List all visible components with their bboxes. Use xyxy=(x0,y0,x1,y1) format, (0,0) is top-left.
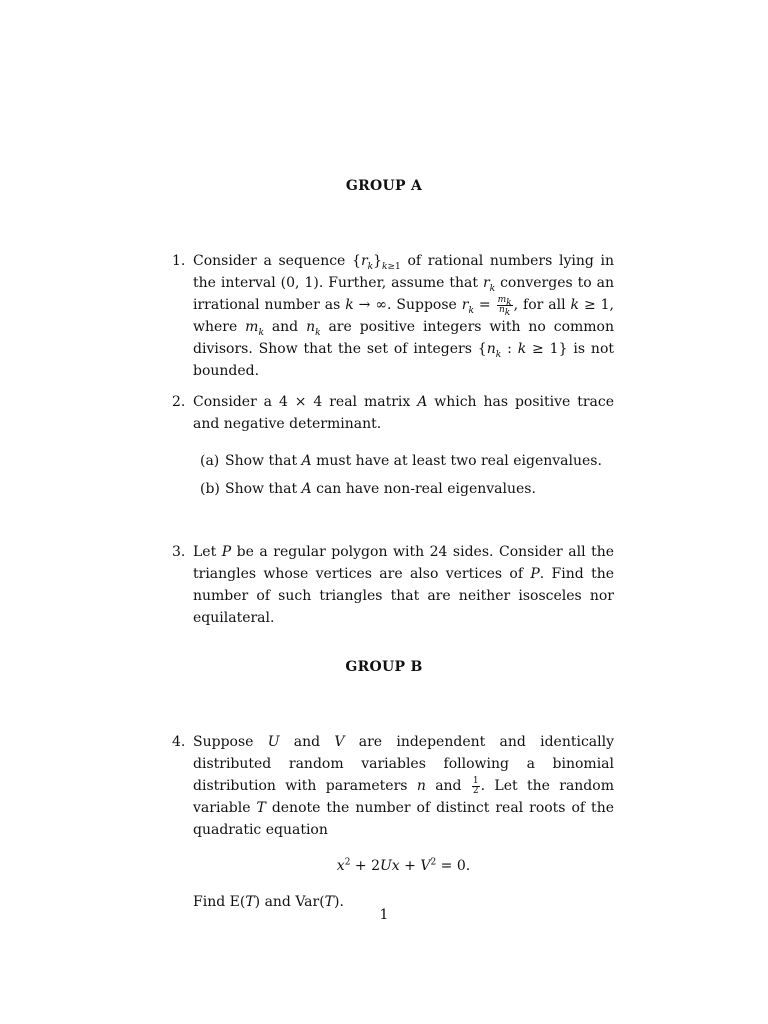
problem-3 xyxy=(172,541,614,629)
problem-1 xyxy=(172,250,614,382)
problem-number: 4. xyxy=(172,734,186,750)
fraction-one-half: $\frac{1}{2}$ xyxy=(472,775,479,796)
page-number: 1 xyxy=(379,907,389,923)
problem-2-text: Consider a 4 × 4 real matrix A which has positive trace and negative determinant. (a) Show that A must have at least two real eigenvalues. (b) Show that A can have non-real eigenvalues. xyxy=(193,391,614,500)
problem-2 xyxy=(172,391,614,506)
problem-number: 2. xyxy=(172,394,186,410)
problem-2-part-b: (b) Show that A can have non-real eigenvalues. xyxy=(193,478,614,500)
problem-3-text: Let P be a regular polygon with 24 sides. Consider all the triangles whose vertices are also vertices of P. Find the number of such triangles that are neither isosceles nor equilateral. xyxy=(193,544,614,626)
problem-number: 1. xyxy=(172,253,186,269)
section-heading-group-a: GROUP A xyxy=(345,178,423,194)
problem-number: 3. xyxy=(172,544,186,560)
part-label: (a) xyxy=(200,453,220,469)
part-label: (b) xyxy=(200,481,220,497)
quadratic-equation: $x^2 + 2Ux + V^2 = 0$. xyxy=(336,857,471,874)
problem-2-part-a: (a) Show that A must have at least two real eigenvalues. xyxy=(193,450,614,472)
problem-1-text: Consider a sequence $\{r_k\}_{k\ge 1}$ of rational numbers lying in the interval (0, 1). Further, assume that $r_k$ converges to an irrational number as k → ∞. Suppose $r_k$ = $\frac{m_k}{n_k}$ , for all k ≥ 1, where $m_k$ and $n_k$ are positive integers with no common divisors. Show that the set of integers {$n_k$ : k ≥ 1} is not bounded. xyxy=(193,253,615,379)
problem-4-text: Suppose U and V are independent and identically distributed random variables following a binomial distribution with parameters n and $\frac{1}{2}$ . Let the random variable T denote the number of distinct real roots of the quadratic equation $x^2 + 2Ux + V^2 = 0$. Find E(T) and Var(T). xyxy=(193,731,614,913)
section-heading-group-b: GROUP B xyxy=(345,659,423,675)
problem-4 xyxy=(172,731,614,913)
problem-4-closing: Find E(T) and Var(T). xyxy=(193,894,344,910)
problem-2-parts xyxy=(193,450,614,500)
fraction-mk-over-nk: $\frac{m_k}{n_k}$ xyxy=(497,294,512,318)
